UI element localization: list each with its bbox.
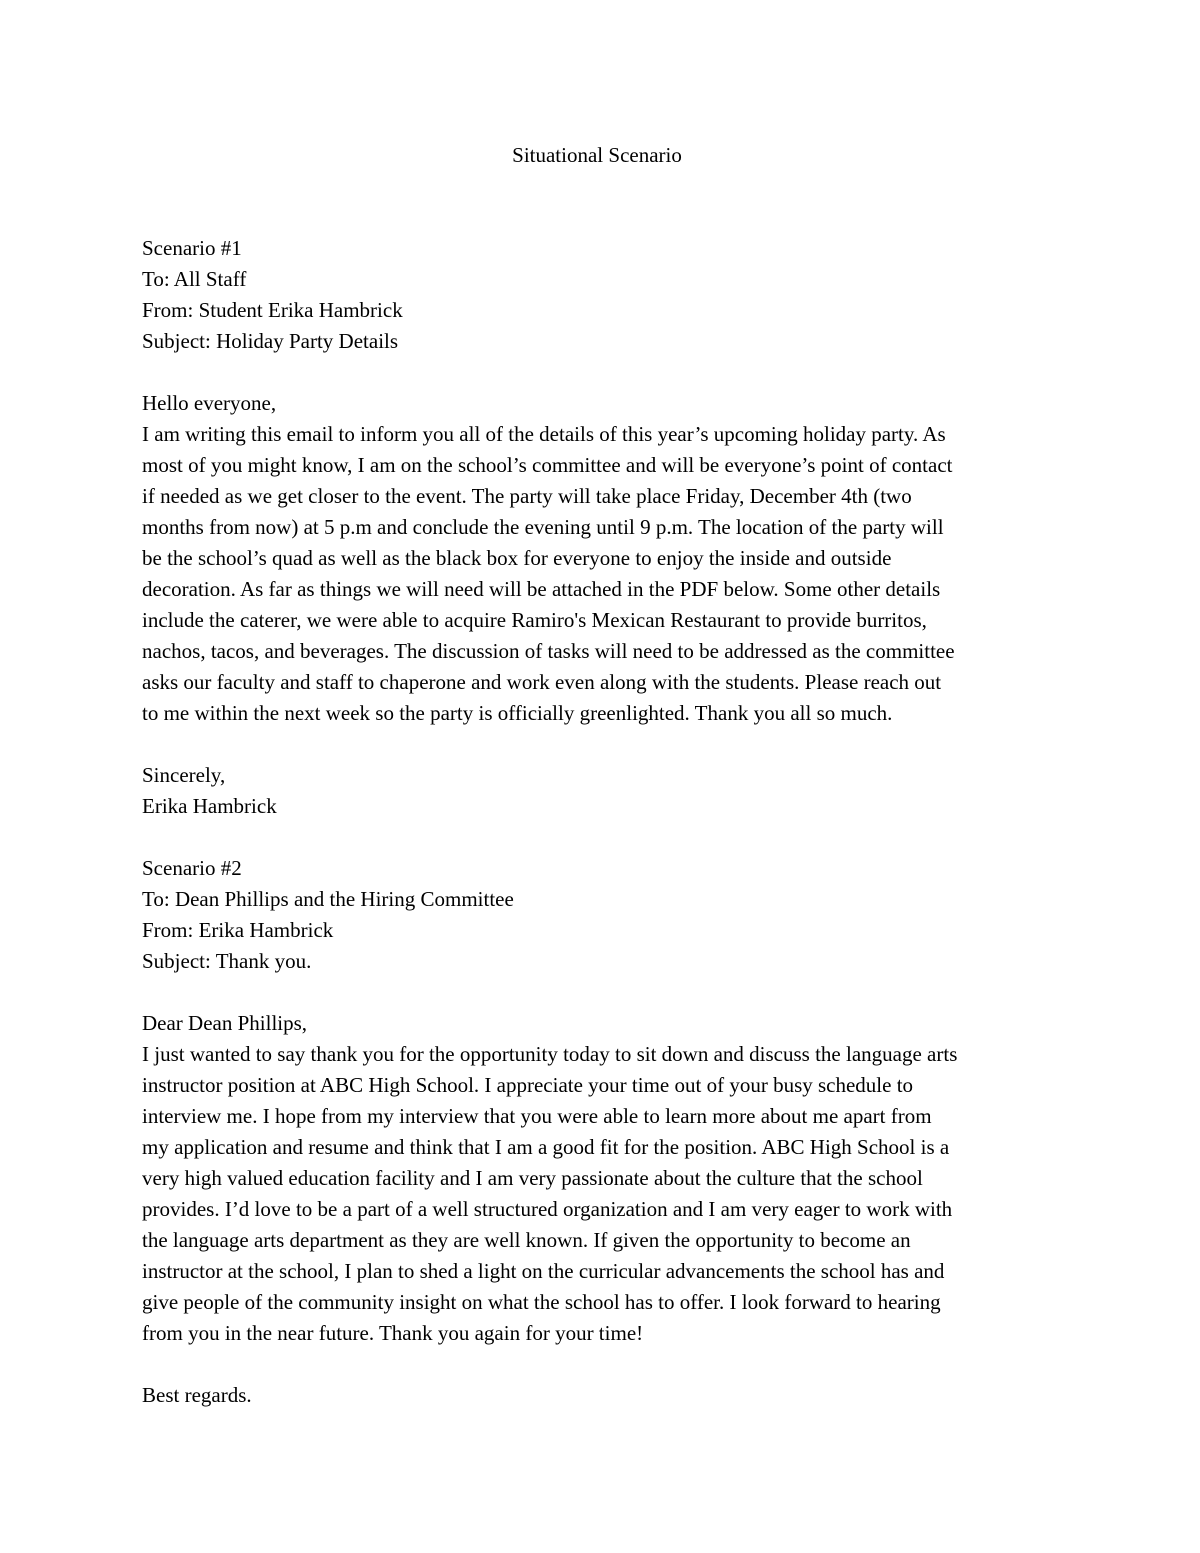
spacer [142,1349,1072,1380]
scenario2-from: From: Erika Hambrick [142,918,334,942]
scenario1-body-line: most of you might know, I am on the school’s committee and will be everyone’s point of contact [142,453,953,477]
scenario1-signature: Erika Hambrick [142,794,277,818]
spacer [142,357,1072,388]
scenario1-body-line: nachos, tacos, and beverages. The discussion of tasks will need to be addressed as the committee [142,639,955,663]
document-body [142,233,1072,1411]
scenario2-body-line: the language arts department as they are well known. If given the opportunity to become an [142,1228,911,1252]
scenario2-body-line: instructor at the school, I plan to shed a light on the curricular advancements the school has and [142,1259,945,1283]
spacer [142,977,1072,1008]
scenario2-body-line: very high valued education facility and I am very passionate about the culture that the school [142,1166,923,1190]
scenario2-body-line: my application and resume and think that I am a good fit for the position. ABC High School is a [142,1135,950,1159]
scenario1-heading: Scenario #1 [142,236,242,260]
scenario2-to: To: Dean Phillips and the Hiring Committee [142,887,514,911]
scenario1-closing: Sincerely, [142,763,226,787]
scenario1-body-line: be the school’s quad as well as the black box for everyone to enjoy the inside and outside [142,546,892,570]
scenario2-body-line: I just wanted to say thank you for the opportunity today to sit down and discuss the language arts [142,1042,958,1066]
scenario1-body-line: I am writing this email to inform you all of the details of this year’s upcoming holiday party. As [142,422,946,446]
scenario1-body-line: decoration. As far as things we will need will be attached in the PDF below. Some other details [142,577,941,601]
scenario2-subject: Subject: Thank you. [142,949,312,973]
scenario1-to: To: All Staff [142,267,247,291]
scenario2-body-line: from you in the near future. Thank you again for your time! [142,1321,644,1345]
document-title: Situational Scenario [512,143,682,167]
scenario2-body-line: instructor position at ABC High School. I appreciate your time out of your busy schedule to [142,1073,914,1097]
scenario2-body-line: give people of the community insight on what the school has to offer. I look forward to hearing [142,1290,941,1314]
scenario2-closing: Best regards. [142,1383,252,1407]
scenario2-body-line: provides. I’d love to be a part of a well structured organization and I am very eager to work with [142,1197,953,1221]
spacer [142,822,1072,853]
scenario1-from: From: Student Erika Hambrick [142,298,403,322]
scenario1-body-line: to me within the next week so the party is officially greenlighted. Thank you all so much. [142,701,893,725]
scenario1-greeting: Hello everyone, [142,391,277,415]
scenario2-heading: Scenario #2 [142,856,242,880]
scenario2-body-line: interview me. I hope from my interview that you were able to learn more about me apart from [142,1104,932,1128]
scenario1-body-line: months from now) at 5 p.m and conclude the evening until 9 p.m. The location of the party will [142,515,944,539]
scenario1-body-line: asks our faculty and staff to chaperone and work even along with the students. Please reach out [142,670,942,694]
scenario1-body-line: include the caterer, we were able to acquire Ramiro's Mexican Restaurant to provide burritos, [142,608,927,632]
scenario1-subject: Subject: Holiday Party Details [142,329,399,353]
spacer [142,729,1072,760]
scenario2-greeting: Dear Dean Phillips, [142,1011,308,1035]
scenario1-body-line: if needed as we get closer to the event. The party will take place Friday, December 4th (two [142,484,912,508]
